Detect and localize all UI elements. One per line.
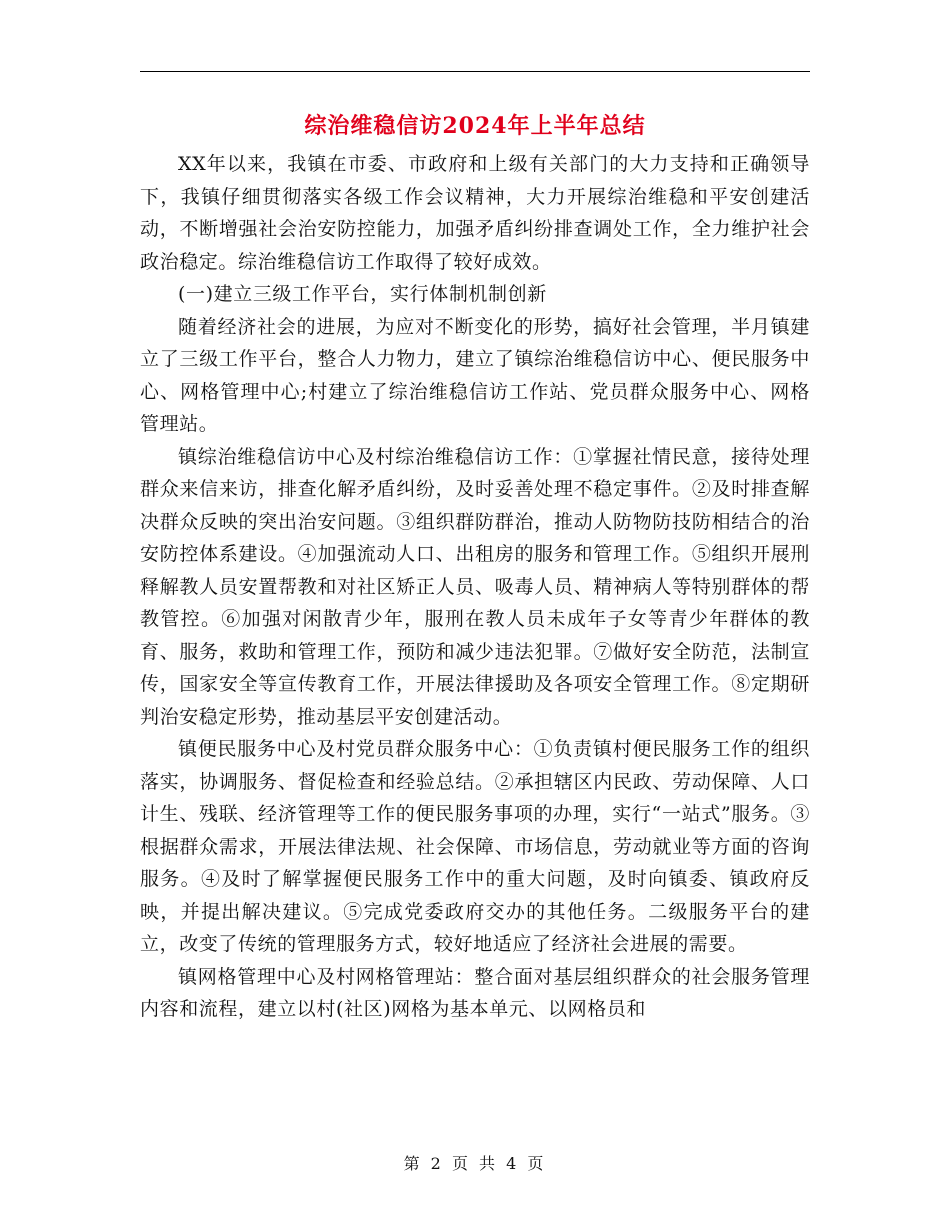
paragraph-stability-center: 镇综治维稳信访中心及村综治维稳信访工作：①掌握社情民意，接待处理群众来信来访，排查化解矛盾纠纷，及时妥善处理不稳定事件。②及时排查解决群众反映的突出治安问题。③组织群防群治，推动人防物防技防相结合的治安防控体系建设。④加强流动人口、出租房的服务和管理工作。⑤组织开展刑释解教人员安置帮教和对社区矫正人员、吸毒人员、精神病人等特别群体的帮教管控。⑥加强对闲散青少年，服刑在教人员未成年子女等青少年群体的教育、服务，救助和管理工作，预防和减少违法犯罪。⑦做好安全防范，法制宣传，国家安全等宣传教育工作，开展法律援助及各项安全管理工作。⑧定期研判治安稳定形势，推动基层平安创建活动。 — [140, 445, 810, 728]
paragraph-grid-center: 镇网格管理中心及村网格管理站：整合面对基层组织群众的社会服务管理内容和流程，建立以村(社区)网格为基本单元、以网格员和 — [140, 965, 810, 1020]
page-number: 第 2 页 共 4 页 — [403, 1154, 547, 1173]
document-title: 综治维稳信访2024年上半年总结 — [304, 113, 646, 139]
paragraph-service-center: 镇便民服务中心及村党员群众服务中心：①负责镇村便民服务工作的组织落实，协调服务、督促检查和经验总结。②承担辖区内民政、劳动保障、人口计生、残联、经济管理等工作的便民服务事项的办理，实行“一站式”服务。③根据群众需求，开展法律法规、社会保障、市场信息，劳动就业等方面的咨询服务。④及时了解掌握便民服务工作中的重大问题，及时向镇委、镇政府反映，并提出解决建议。⑤完成党委政府交办的其他任务。二级服务平台的建立，改变了传统的管理服务方式，较好地适应了经济社会进展的需要。 — [140, 738, 810, 955]
paragraph-intro: XX年以来，我镇在市委、市政府和上级有关部门的大力支持和正确领导下，我镇仔细贯彻落实各级工作会议精神，大力开展综治维稳和平安创建活动，不断增强社会治安防控能力，加强矛盾纠纷排查调处工作，全力维护社会政治稳定。综治维稳信访工作取得了较好成效。 — [140, 153, 810, 273]
section-heading: (一)建立三级工作平台，实行体制机制创新 — [178, 283, 547, 305]
document-body — [140, 148, 810, 1026]
header-rule — [140, 71, 810, 72]
paragraph-platform: 随着经济社会的进展，为应对不断变化的形势，搞好社会管理，半月镇建立了三级工作平台，整合人力物力，建立了镇综治维稳信访中心、便民服务中心、网格管理中心;村建立了综治维稳信访工作站、党员群众服务中心、网格管理站。 — [140, 315, 810, 435]
